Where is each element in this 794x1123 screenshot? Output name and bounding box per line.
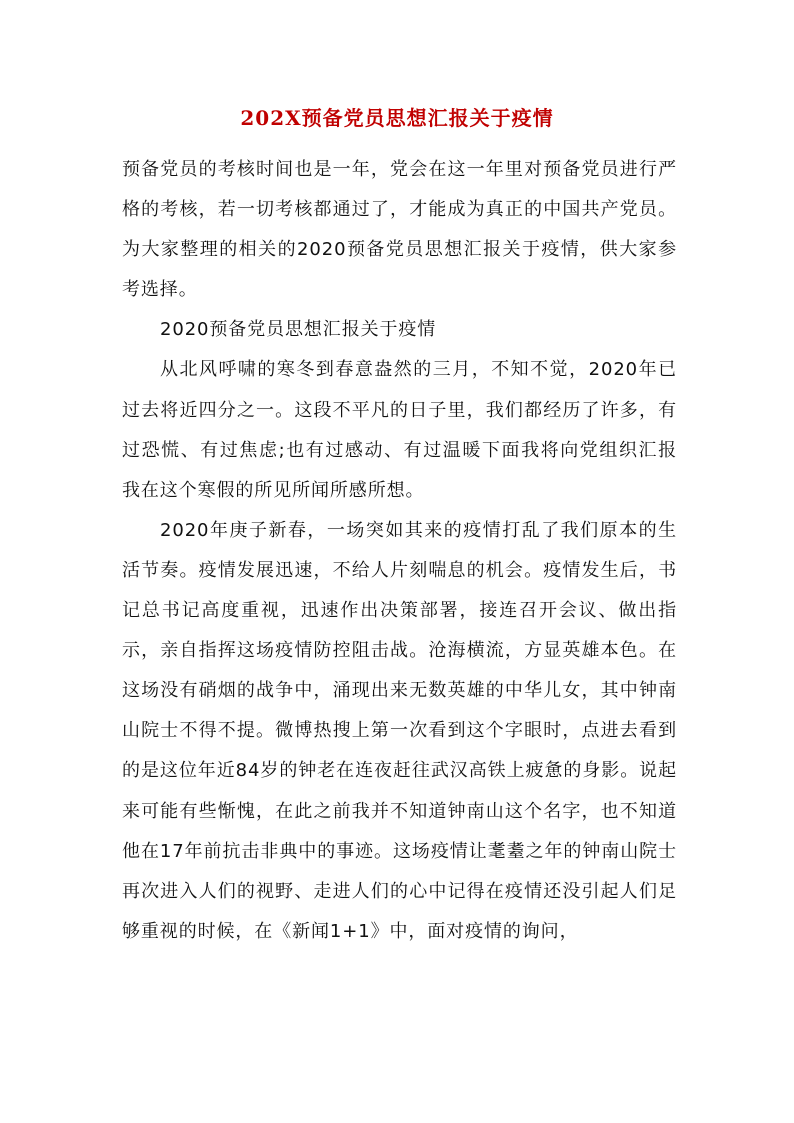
intro-paragraph: 预备党员的考核时间也是一年，党会在这一年里对预备党员进行严格的考核，若一切考核都通过了，才能成为真正的中国共产党员。为大家整理的相关的2020预备党员思想汇报关于疫情，供大家参考选择。	[122, 159, 677, 301]
body-paragraph-winter: 从北风呼啸的寒冬到春意盎然的三月，不知不觉，2020年已过去将近四分之一。这段不平凡的日子里，我们都经历了许多，有过恐慌、有过焦虑;也有过感动、有过温暖下面我将向党组织汇报我在这个寒假的所见所闻所感所想。	[122, 359, 677, 501]
document-title: 202X预备党员思想汇报关于疫情	[240, 106, 554, 130]
section-subtitle: 2020预备党员思想汇报关于疫情	[160, 319, 437, 341]
document-body	[122, 150, 677, 952]
body-paragraph-epidemic: 2020年庚子新春，一场突如其来的疫情打乱了我们原本的生活节奏。疫情发展迅速，不给人片刻喘息的机会。疫情发生后，书记总书记高度重视，迅速作出决策部署，接连召开会议、做出指示，亲自指挥这场疫情防控阻击战。沧海横流，方显英雄本色。在这场没有硝烟的战争中，涌现出来无数英雄的中华儿女，其中钟南山院士不得不提。微博热搜上第一次看到这个字眼时，点进去看到的是这位年近84岁的钟老在连夜赶往武汉高铁上疲惫的身影。说起来可能有些惭愧，在此之前我并不知道钟南山这个名字，也不知道他在17年前抗击非典中的事迹。这场疫情让耄耋之年的钟南山院士再次进入人们的视野、走进人们的心中记得在疫情还没引起人们足够重视的时候，在《新闻1+1》中，面对疫情的询问，	[122, 519, 677, 942]
